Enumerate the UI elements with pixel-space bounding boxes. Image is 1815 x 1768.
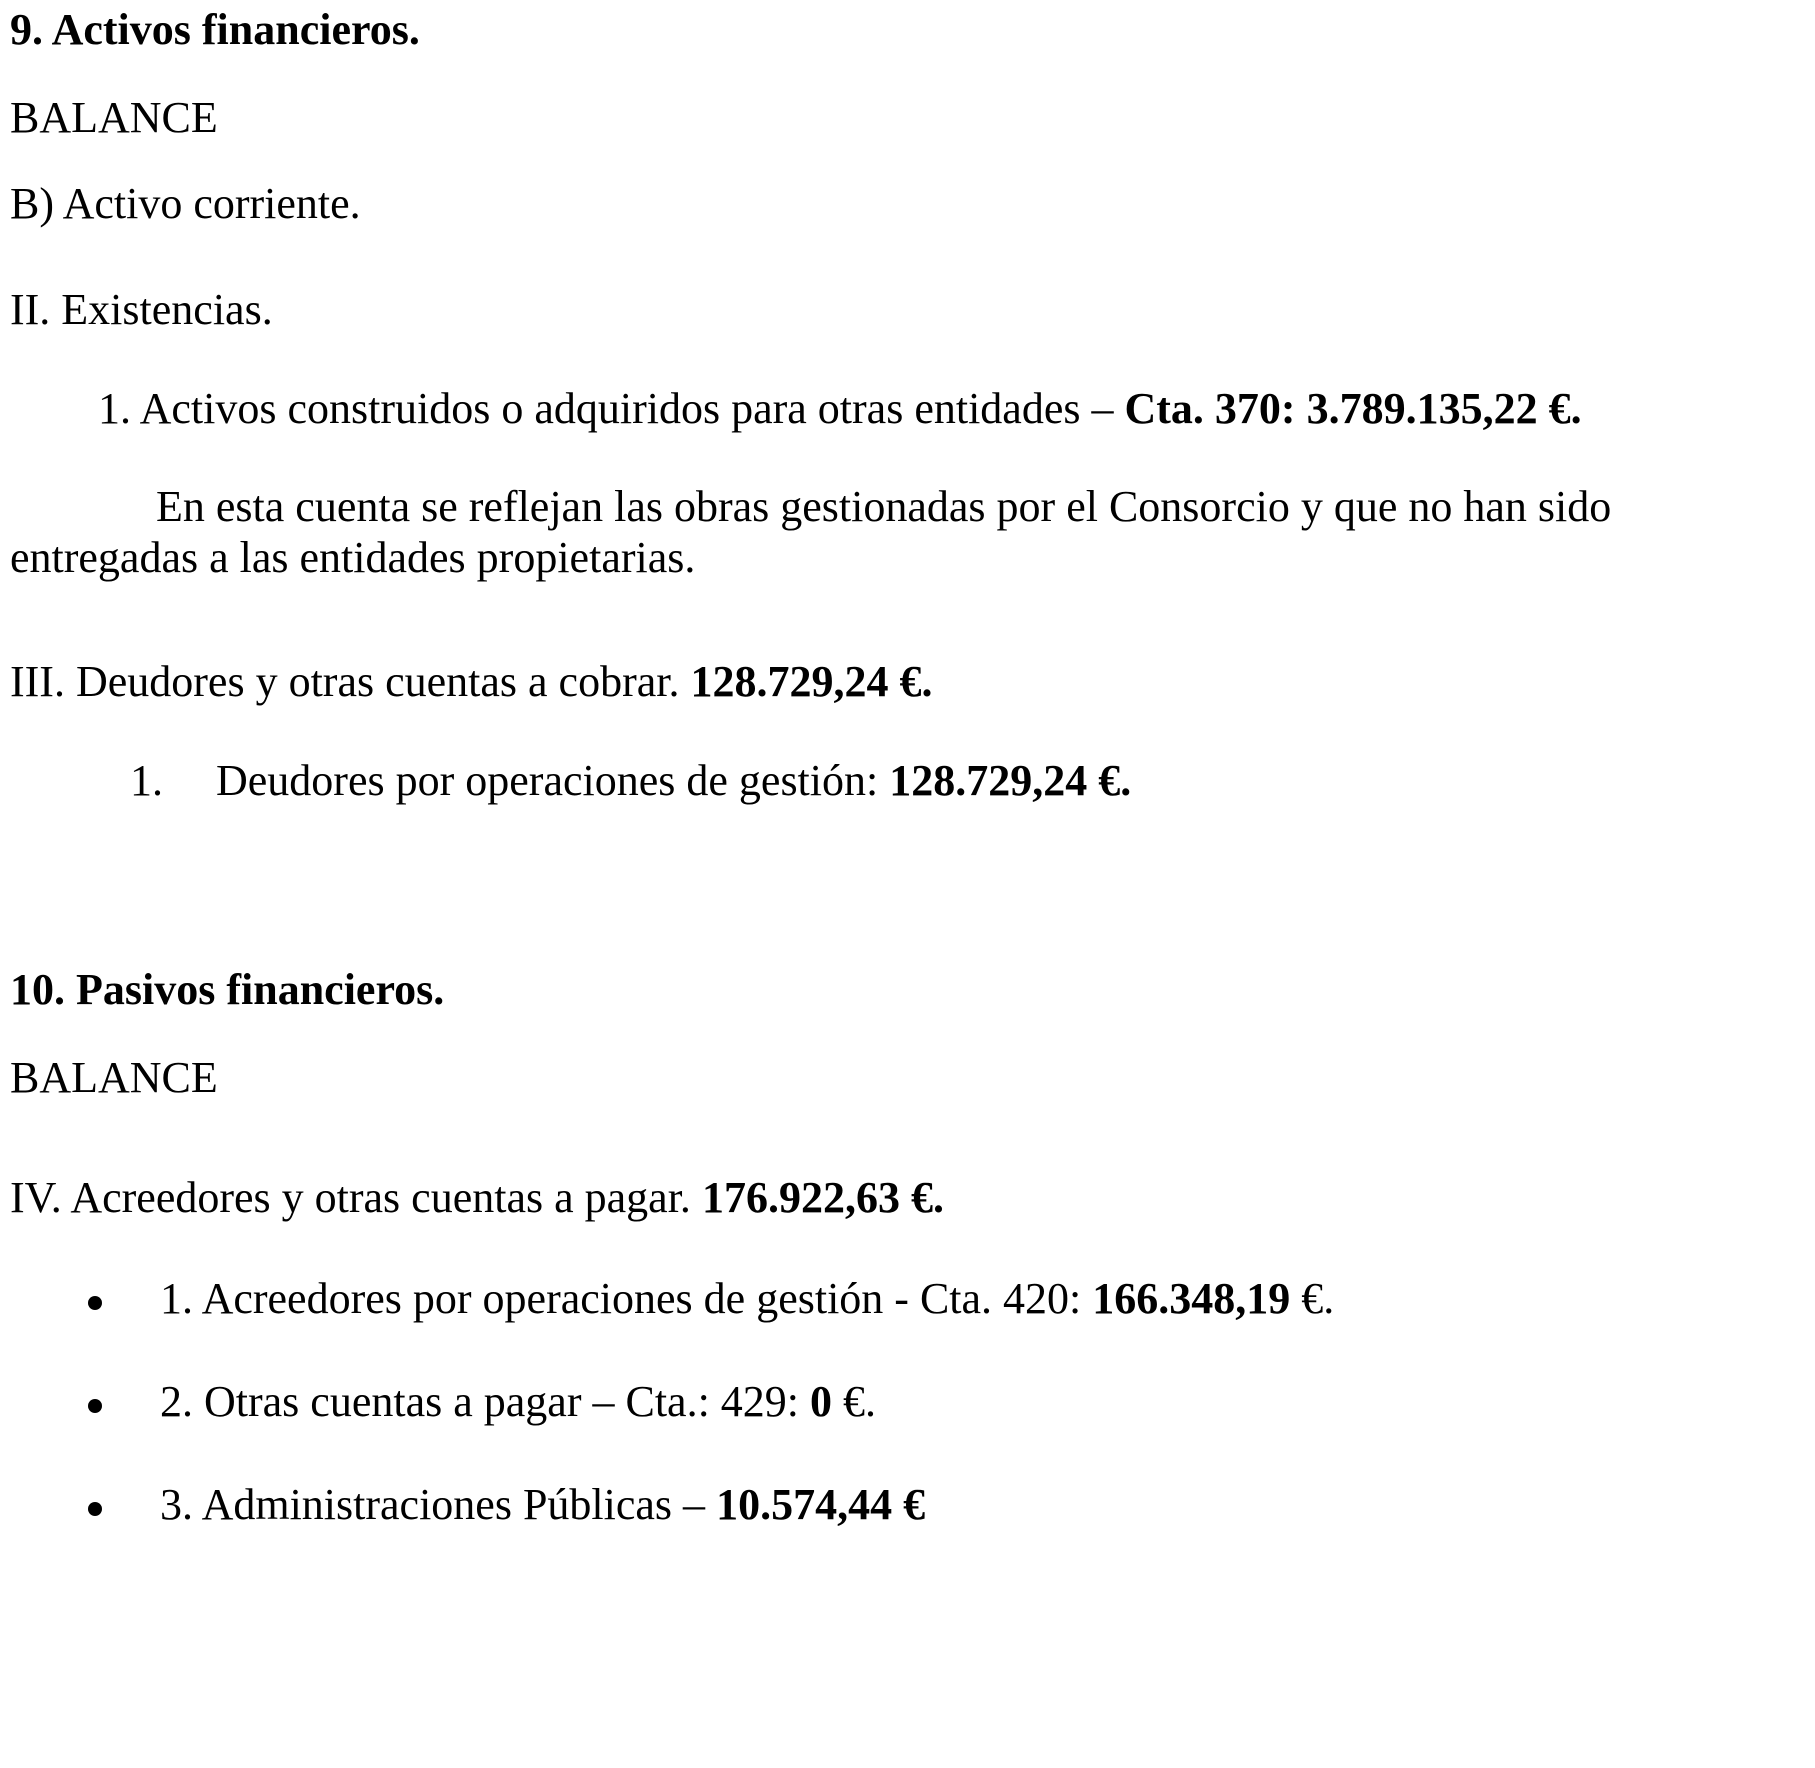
paragraph-line-1: En esta cuenta se reflejan las obras gestionadas por el Consorcio y que no han sido [156,482,1612,531]
deudores-item [216,756,1132,805]
list-item-value: 0 [810,1377,833,1426]
existencias-item-1-value: Cta. 370: 3.789.135,22 €. [1124,384,1582,433]
acreedores-line [10,1173,944,1222]
acreedores-value: 176.922,63 €. [701,1173,944,1222]
list-item-suffix: €. [832,1377,877,1426]
list-item-text: 2. Otras cuentas a pagar – Cta.: 429: [160,1377,811,1426]
existencias-label: II. Existencias. [10,285,273,334]
existencias-item-1 [98,384,1582,433]
bullet-icon [88,1502,102,1516]
balance-label-2: BALANCE [10,1053,218,1102]
deudores-item-value: 128.729,24 €. [889,756,1132,805]
existencias-item-1-text: 1. Activos construidos o adquiridos para otras entidades – [98,384,1125,433]
section-10-heading: 10. Pasivos financieros. [10,965,445,1014]
deudores-value: 128.729,24 €. [690,657,933,706]
section-9-heading: 9. Activos financieros. [10,5,420,54]
list-item-text: 3. Administraciones Públicas – [160,1480,717,1529]
deudores-line [10,657,933,706]
list-item [160,1274,1335,1323]
acreedores-text: IV. Acreedores y otras cuentas a pagar. [10,1173,702,1222]
list-item-value: 166.348,19 [1092,1274,1291,1323]
deudores-item-number: 1. [130,756,163,805]
deudores-item-text: Deudores por operaciones de gestión: [216,756,890,805]
list-item-value: 10.574,44 € [716,1480,926,1529]
list-item [160,1480,926,1529]
activo-corriente-label: B) Activo corriente. [10,179,361,228]
bullet-icon [88,1296,102,1310]
paragraph-line-2: entregadas a las entidades propietarias. [10,533,696,582]
list-item-suffix: €. [1290,1274,1335,1323]
list-item [160,1377,877,1426]
bullet-icon [88,1399,102,1413]
deudores-text: III. Deudores y otras cuentas a cobrar. [10,657,691,706]
list-item-text: 1. Acreedores por operaciones de gestión - Cta. 420: [160,1274,1093,1323]
balance-label: BALANCE [10,93,218,142]
